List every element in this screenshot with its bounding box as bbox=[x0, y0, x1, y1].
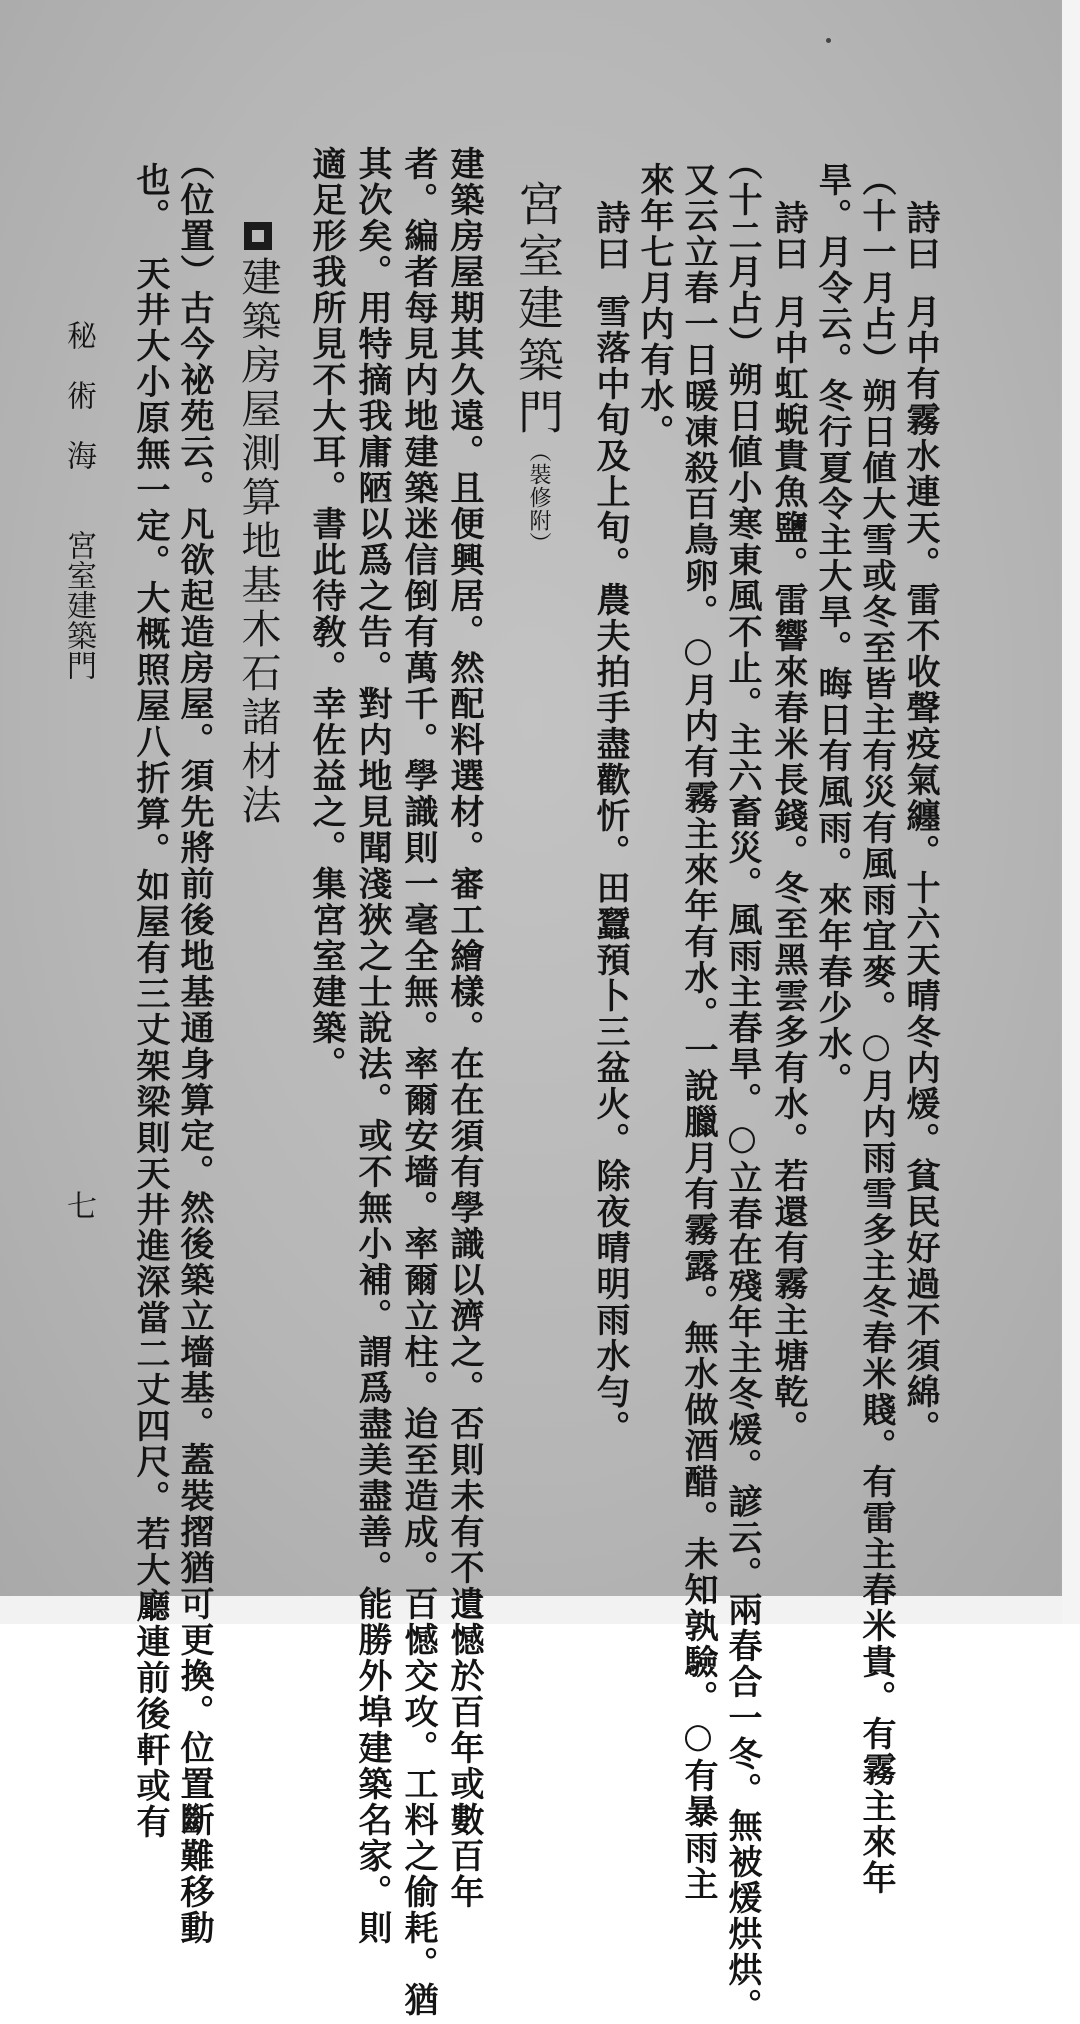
column-text: 旱。月令云。冬行夏令主大旱。晦日有風雨。來年春少水。 bbox=[812, 162, 852, 1098]
text-column-6 bbox=[678, 162, 718, 1902]
subsection-title: 建築房屋測算地基木石諸材法 bbox=[235, 256, 281, 828]
page-number bbox=[58, 1190, 98, 1220]
poem-label: 詩曰 bbox=[900, 200, 940, 272]
text-column-16 bbox=[130, 162, 170, 1840]
column-text: 也。 bbox=[130, 162, 170, 234]
running-head-section: 宮室建築門 bbox=[61, 530, 96, 680]
text-column-5 bbox=[722, 146, 762, 2024]
text-column-2 bbox=[856, 162, 896, 1896]
column-text: （十一月占）朔日値大雪或冬至皆主有災有風雨宜麥。○月内雨雪多主冬春米賤。有雷主春米貴。有霧主來年 bbox=[856, 162, 896, 1896]
poem-text: 月中有霧水連天。雷不收聲疫氣纏。十六天晴冬内煖。貧民好過不須綿。 bbox=[900, 294, 940, 1446]
text-column-10 bbox=[444, 146, 484, 1910]
column-text: 來年七月内有水。 bbox=[634, 162, 674, 450]
column-text: （十二月占）朔日値小寒東風不止。主六畜災。風雨主春旱。○立春在殘年主冬煖。諺云。兩春合一冬。無被煖烘烘。 bbox=[722, 146, 762, 2024]
poem-label: 詩曰 bbox=[590, 200, 630, 272]
text-column-15 bbox=[174, 146, 214, 1946]
column-text: 其次矣。用特摘我庸陋以爲之告。對内地見聞淺狹之士說法。或不無小補。謂爲盡美盡善。能勝外埠建築名家。則 bbox=[352, 146, 392, 1946]
section-title-note: （裝修附） bbox=[526, 440, 551, 555]
column-text: 建築房屋期其久遠。且便興居。然配料選材。審工繪樣。在在須有學識以濟之。否則未有不遺憾於百年或數百年 bbox=[444, 146, 484, 1910]
ink-speck bbox=[826, 38, 831, 43]
text-column-12 bbox=[352, 146, 392, 1946]
text-column-11 bbox=[398, 146, 438, 2018]
text-column-13 bbox=[306, 146, 346, 1082]
column-text: 適足形我所見不大耳。書此待敎。幸佐益之。集宮室建築。 bbox=[306, 146, 346, 1082]
subheading-column bbox=[235, 222, 281, 828]
text-column-7 bbox=[634, 162, 674, 450]
page-margin-right bbox=[1062, 0, 1080, 1624]
column-text: （位置）古今祕苑云。凡欲起造房屋。須先將前後地基通身算定。然後築立墻基。蓋裝摺猶可更換。位置斷難移動 bbox=[174, 146, 214, 1946]
poem-label: 詩曰 bbox=[768, 200, 808, 272]
column-text: 又云立春一日暖凍殺百鳥卵。○月内有霧主來年有水。一說臘月有霧露。無水做酒醋。未知孰驗。○有暴雨主 bbox=[678, 162, 718, 1902]
running-head-book: 秘 術 海 bbox=[61, 320, 96, 470]
section-title: 宮室建築門 bbox=[511, 180, 565, 440]
column-text: 者。編者每見内地建築迷信倒有萬千。學識則一毫全無。率爾安墻。率爾立柱。迨至造成。百憾交攻。工料之偷耗。猶 bbox=[398, 146, 438, 2018]
poem-text: 月中虹蜺貴魚鹽。雷響來春米長錢。冬至黑雲多有水。若還有霧主塘乾。 bbox=[768, 294, 808, 1446]
poem-text: 雪落中旬及上旬。農夫拍手盡歡忻。田蠶預卜三盆火。除夜晴明雨水勻。 bbox=[590, 294, 630, 1446]
running-head bbox=[58, 320, 98, 680]
text-column-8 bbox=[590, 200, 630, 1446]
page-number-text: 七 bbox=[61, 1190, 96, 1220]
text-column-4 bbox=[768, 200, 808, 1446]
text-column-1 bbox=[900, 200, 940, 1446]
text-column-3 bbox=[812, 162, 852, 1098]
column-text-cont: 天井大小原無一定。大概照屋八折算。如屋有三丈架梁則天井進深當二丈四尺。若大廳連前後軒或有 bbox=[130, 256, 170, 1840]
section-heading-column bbox=[511, 180, 565, 555]
square-bullet-icon bbox=[244, 222, 272, 250]
